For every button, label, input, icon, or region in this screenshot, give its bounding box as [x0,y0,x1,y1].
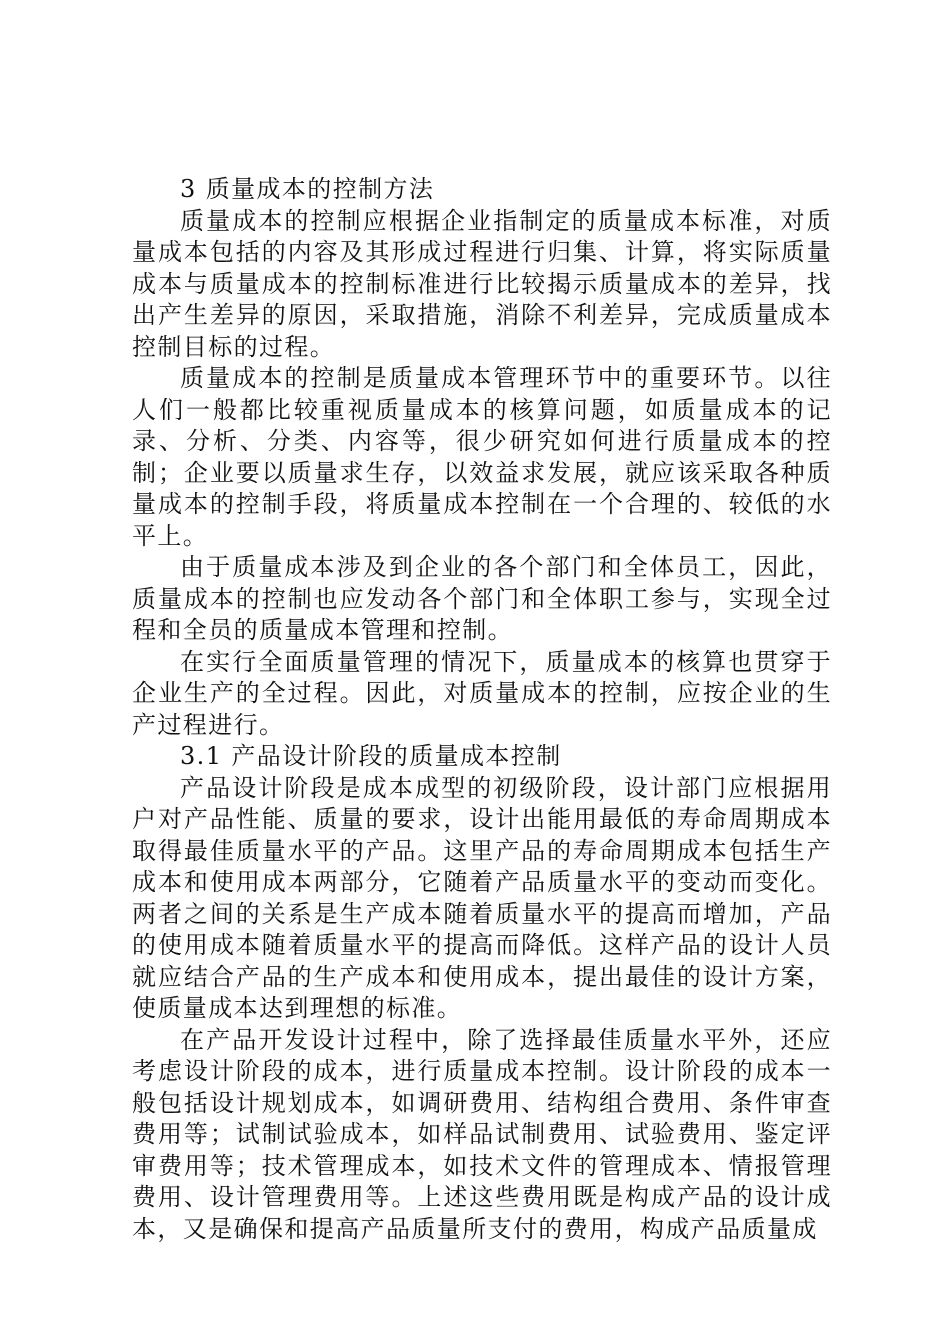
paragraph-1: 质量成本的控制应根据企业指制定的质量成本标准，对质量成本包括的内容及其形成过程进行归集、计算，将实际质量成本与质量成本的控制标准进行比较揭示质量成本的差异，找出产生差异的原因，采取措施，消除不利差异，完成质量成本控制目标的过程。 [132,206,832,361]
paragraph-3: 由于质量成本涉及到企业的各个部门和全体员工，因此，质量成本的控制也应发动各个部门和全体职工参与，实现全过程和全员的质量成本管理和控制。 [132,553,832,644]
paragraph-4: 在实行全面质量管理的情况下，质量成本的核算也贯穿于企业生产的全过程。因此，对质量成本的控制，应按企业的生产过程进行。 [132,647,832,739]
section-heading-3-1: 3.1 产品设计阶段的质量成本控制 [180,742,562,770]
paragraph-2: 质量成本的控制是质量成本管理环节中的重要环节。以往人们一般都比较重视质量成本的核算问题，如质量成本的记录、分析、分类、内容等，很少研究如何进行质量成本的控制；企业要以质量求生存，以效益求发展，就应该采取各种质量成本的控制手段，将质量成本控制在一个合理的、较低的水平上。 [132,364,832,550]
paragraph-5: 产品设计阶段是成本成型的初级阶段，设计部门应根据用户对产品性能、质量的要求，设计出能用最低的寿命周期成本取得最佳质量水平的产品。这里产品的寿命周期成本包括生产成本和使用成本两部分，它随着产品质量水平的变动而变化。两者之间的关系是生产成本随着质量水平的提高而增加，产品的使用成本随着质量水平的提高而降低。这样产品的设计人员就应结合产品的生产成本和使用成本，提出最佳的设计方案，使质量成本达到理想的标准。 [132,773,832,1022]
paragraph-6: 在产品开发设计过程中，除了选择最佳质量水平外，还应考虑设计阶段的成本，进行质量成本控制。设计阶段的成本一般包括设计规划成本，如调研费用、结构组合费用、条件审查费用等；试制试验成本，如样品试制费用、试验费用、鉴定评审费用等；技术管理成本，如技术文件的管理成本、情报管理费用、设计管理费用等。上述这些费用既是构成产品的设计成本，又是确保和提高产品质量所支付的费用，构成产品质量成 [132,1025,832,1243]
section-heading-3: 3 质量成本的控制方法 [180,175,435,203]
document-body [132,174,832,1245]
